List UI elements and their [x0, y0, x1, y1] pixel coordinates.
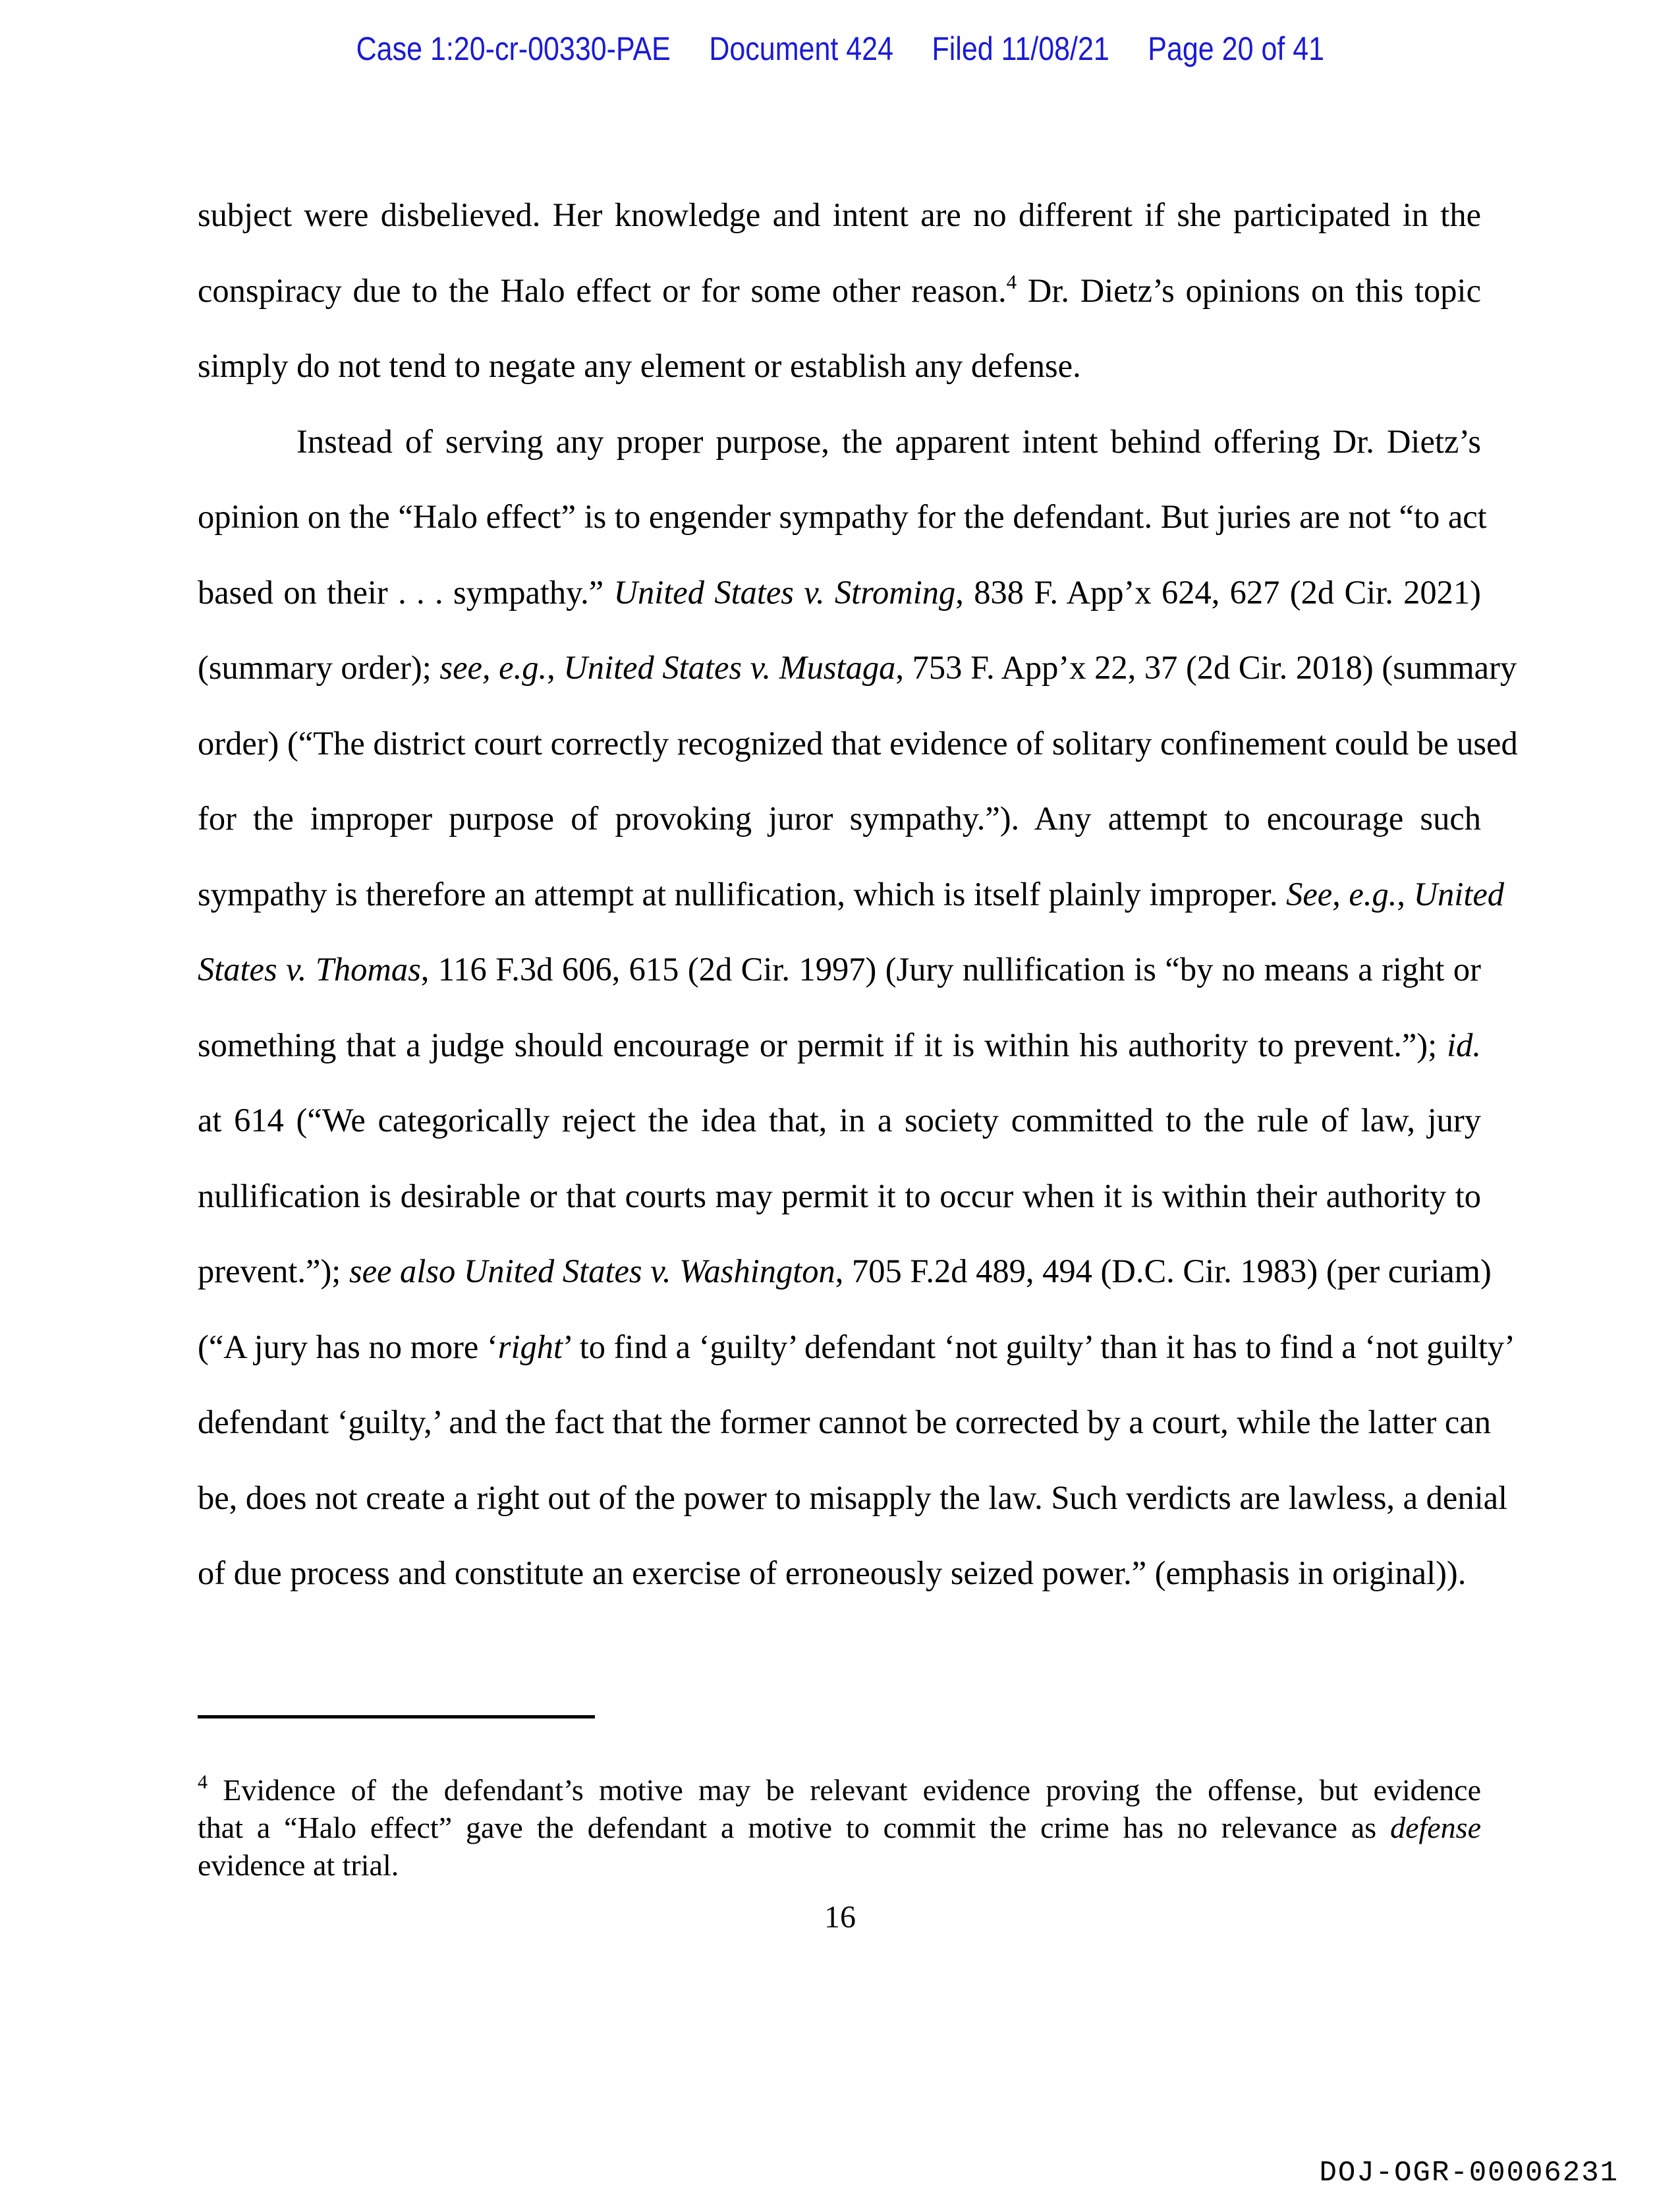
footnote-line	[198, 1809, 1481, 1846]
italic-citation: United	[1413, 875, 1505, 913]
text-segment: subject were disbelieved. Her knowledge and intent are no different if she participated in the	[198, 196, 1481, 234]
page-number: 16	[824, 1900, 856, 1935]
text-segment: something that a judge should encourage or permit if it is within his authority to prevent.”);	[198, 1026, 1447, 1063]
italic-citation: defense	[1390, 1811, 1481, 1845]
body-line	[198, 573, 1481, 612]
footnote-reference: 4	[198, 1771, 208, 1794]
case-number: Case 1:20-cr-00330-PAE	[356, 30, 671, 67]
body-line	[198, 723, 1518, 763]
body-line	[198, 1025, 1481, 1065]
body-line	[198, 950, 1481, 989]
body-line	[198, 1402, 1491, 1442]
page-count: Page 20 of 41	[1147, 30, 1324, 67]
text-segment: nullification is desirable or that courts may permit it to occur when it is within their authority to	[198, 1177, 1481, 1214]
body-line	[198, 1478, 1508, 1517]
text-segment: based on their . . . sympathy.”	[198, 573, 614, 611]
text-segment: be, does not create a right out of the power to misapply the law. Such verdicts are lawless, a denial	[198, 1479, 1508, 1516]
body-line	[198, 346, 1481, 385]
italic-citation: See, e.g.	[1286, 875, 1397, 913]
ecf-header	[0, 29, 1680, 69]
text-segment: ’ to find a ‘guilty’ defendant ‘not guilty’ than it has to find a ‘not guilty’	[563, 1328, 1515, 1365]
text-segment: Evidence of the defendant’s motive may be relevant evidence proving the offense, but evidence	[208, 1773, 1481, 1807]
text-segment: , 753 F. App’x 22, 37 (2d Cir. 2018) (summary	[895, 649, 1517, 687]
text-segment: for the improper purpose of provoking juror sympathy.”). Any attempt to encourage such	[198, 800, 1481, 837]
body-line	[198, 497, 1487, 536]
text-segment: that a “Halo effect” gave the defendant a motive to commit the crime has no relevance as	[198, 1811, 1391, 1845]
text-segment: ,	[547, 649, 564, 687]
italic-citation: States v. Thomas	[198, 951, 421, 988]
italic-citation: id.	[1447, 1026, 1481, 1063]
text-segment: sympathy is therefore an attempt at nullification, which is itself plainly improper.	[198, 875, 1287, 913]
text-segment: simply do not tend to negate any element or establish any defense.	[198, 347, 1081, 385]
text-segment: (summary order);	[198, 649, 440, 687]
footnote-separator	[198, 1715, 595, 1718]
footnote-line	[198, 1847, 1481, 1884]
body-line	[198, 1327, 1515, 1367]
document-number: Document 424	[708, 30, 893, 67]
body-line	[198, 874, 1505, 914]
text-segment: prevent.”);	[198, 1253, 349, 1290]
body-line	[198, 1176, 1481, 1216]
bates-number: DOJ-OGR-00006231	[1319, 2157, 1619, 2190]
text-segment: Dr. Dietz’s opinions on this topic	[1017, 271, 1481, 309]
text-segment: evidence at trial.	[198, 1848, 399, 1883]
body-line	[296, 422, 1481, 461]
text-segment: ,	[1397, 875, 1414, 913]
italic-citation: United States v. Stroming	[613, 573, 956, 611]
body-line	[198, 799, 1481, 838]
footnote-line	[198, 1772, 1481, 1809]
italic-citation: United States v. Mustaga	[563, 649, 896, 687]
body-line	[198, 1100, 1481, 1140]
italic-citation: see also United States v. Washington	[349, 1253, 835, 1290]
body-line	[198, 195, 1481, 235]
footnote-reference: 4	[1006, 269, 1017, 293]
filed-date: Filed 11/08/21	[932, 30, 1109, 67]
text-segment: Instead of serving any proper purpose, the apparent intent behind offering Dr. Dietz’s	[296, 422, 1481, 460]
italic-citation: right	[497, 1328, 563, 1365]
body-line	[198, 648, 1517, 687]
ecf-header-inner	[337, 29, 1343, 69]
body-line	[198, 1553, 1481, 1593]
italic-citation: see, e.g.	[439, 649, 547, 687]
text-segment: conspiracy due to the Halo effect or for some other reason.	[198, 271, 1007, 309]
text-segment: , 116 F.3d 606, 615 (2d Cir. 1997) (Jury nullification is “by no means a right or	[420, 951, 1481, 988]
text-segment: of due process and constitute an exercise of erroneously seized power.” (emphasis in original)).	[198, 1554, 1467, 1592]
text-segment: order) (“The district court correctly recognized that evidence of solitary confinement could be used	[198, 724, 1518, 762]
body-line	[198, 271, 1481, 310]
text-segment: at 614 (“We categorically reject the idea that, in a society committed to the rule of law, jury	[198, 1102, 1481, 1139]
text-segment: opinion on the “Halo effect” is to engender sympathy for the defendant. But juries are not “to act	[198, 498, 1487, 536]
text-segment: defendant ‘guilty,’ and the fact that the former cannot be corrected by a court, while the latter can	[198, 1404, 1491, 1441]
text-segment: , 838 F. App’x 624, 627 (2d Cir. 2021)	[955, 573, 1481, 611]
text-segment: (“A jury has no more ‘	[198, 1328, 498, 1365]
body-line	[198, 1251, 1492, 1291]
text-segment: , 705 F.2d 489, 494 (D.C. Cir. 1983) (per curiam)	[835, 1253, 1492, 1290]
